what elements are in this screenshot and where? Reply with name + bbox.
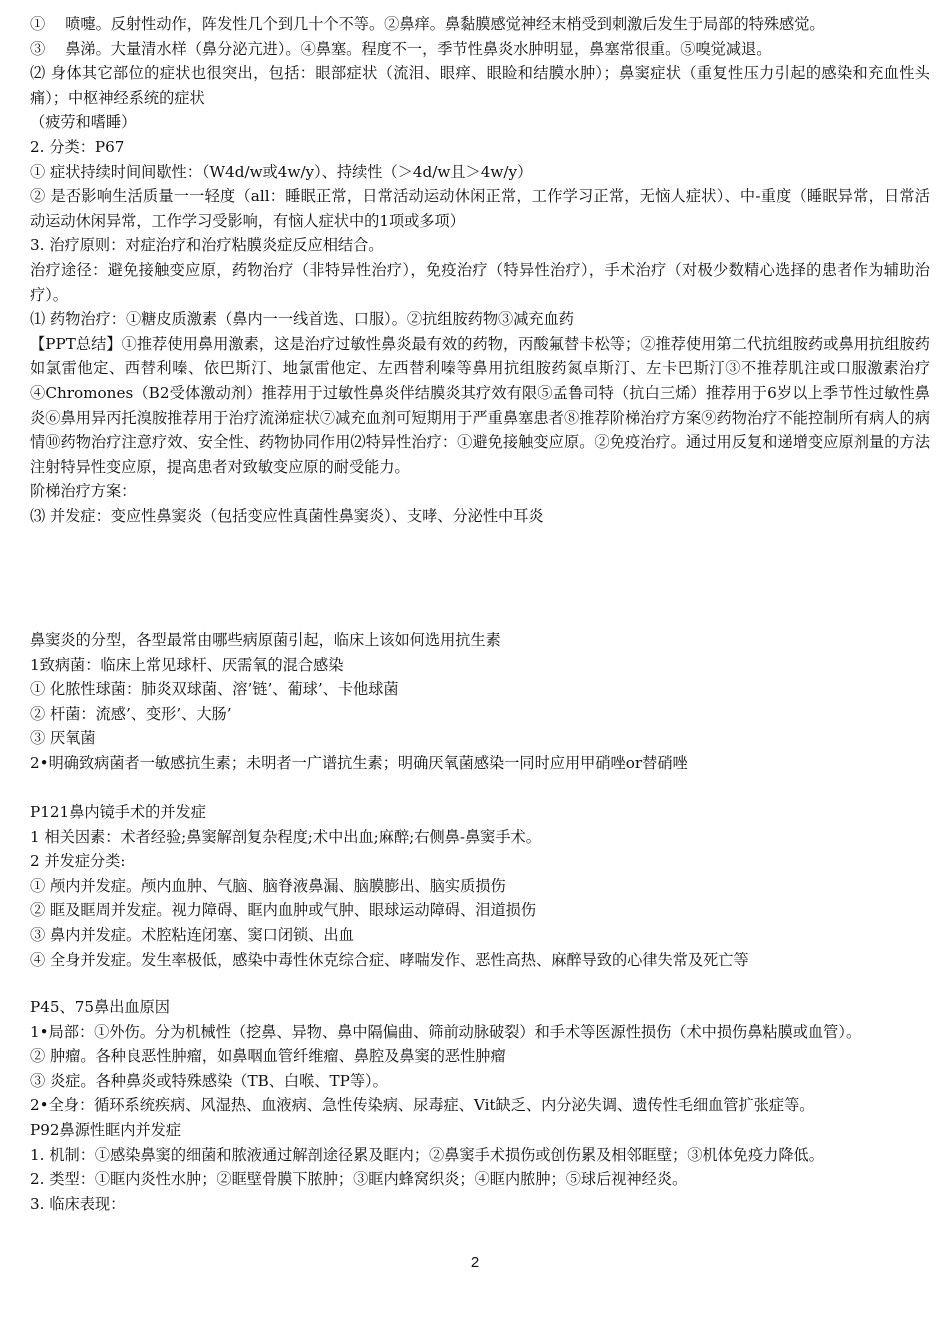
section-heading: P45、75鼻出血原因 — [30, 998, 170, 1016]
epistaxis-section — [30, 995, 930, 1216]
text-line: ① 喷嚏。反射性动作，阵发性几个到几十个不等。②鼻痒。鼻黏膜感觉神经末梢受到刺激后发生于局部的特殊感觉。 — [30, 15, 825, 33]
text-line: ② 眶及眶周并发症。视力障碍、眶内血肿或气肿、眼球运动障碍、泪道损伤 — [30, 901, 537, 920]
allergic-rhinitis-section — [30, 12, 930, 528]
text-line: 1 相关因素：术者经验;鼻窦解剖复杂程度;术中出血;麻醉;右侧鼻-鼻窦手术。 — [30, 827, 541, 846]
text-line: ② 杆菌：流感’、变形’、大肠’ — [30, 704, 232, 723]
text-line: ① 症状持续时间间歇性：（W4d/w或4w/y）、持续性（＞4d/w且＞4w/y） — [30, 162, 533, 181]
text-line: ② 肿瘤。各种良恶性肿瘤，如鼻咽血管纤维瘤、鼻腔及鼻窦的恶性肿瘤 — [30, 1047, 506, 1066]
ppt-summary-paragraph: 【PPT总结】①推荐使用鼻用激素，这是治疗过敏性鼻炎最有效的药物，丙酸氟替卡松等；②推荐使用第二代抗组胺药或鼻用抗组胺药如氯雷他定、西替利嗪、依巴斯汀、地氯雷他定、左西替利嗪等鼻用抗组胺药氮卓斯汀、左卡巴斯汀③不推荐肌注或口服激素治疗④Chromones（B2受体激动剂）推荐用于过敏性鼻炎伴结膜炎其疗效有限⑤孟鲁司特（抗白三烯）推荐用于6岁以上季节性过敏性鼻炎⑥鼻用异丙托溴胺推荐用于治疗流涕症状⑦减充血剂可短期用于严重鼻塞患者⑧推荐阶梯治疗方案⑨药物治疗不能控制所有病人的病情⑩药物治疗注意疗效、安全性、药物协同作用⑵特异性治疗：①避免接触变应原。②免疫治疗。通过用反复和递增变应原剂量的方法注射特异性变应原，提高患者对致敏变应原的耐受能力。 — [30, 334, 930, 476]
text-line: 3. 临床表现： — [30, 1194, 126, 1213]
text-line: ③ 鼻涕。大量清水样（鼻分泌亢进）。④鼻塞。程度不一，季节性鼻炎水肿明显，鼻塞常很重。⑤嗅觉减退。 — [30, 39, 772, 58]
text-paragraph: 治疗途径：避免接触变应原，药物治疗（非特异性治疗），免疫治疗（特异性治疗），手术治疗（对极少数精心选择的患者作为辅助治疗）。 — [30, 260, 930, 304]
text-line: 1. 机制：①感染鼻窦的细菌和脓液通过解剖途径累及眶内；②鼻窦手术损伤或创伤累及相邻眶壁；③机体免疫力降低。 — [30, 1145, 824, 1164]
text-paragraph: ② 是否影响生活质量一一轻度（all：睡眠正常，日常活动运动休闲正常，工作学习正常，无恼人症状）、中-重度（睡眠异常，日常活动运动休闲异常，工作学习受影响，有恼人症状中的1项或多项） — [30, 187, 930, 230]
text-line: ③ 鼻内并发症。术腔粘连闭塞、窦口闭锁、出血 — [30, 925, 354, 944]
sinusitis-section — [30, 628, 930, 776]
text-paragraph: 1•局部：①外伤。分为机械性（挖鼻、异物、鼻中隔偏曲、筛前动脉破裂）和手术等医源性损伤（术中损伤鼻粘膜或血管）。 — [30, 1022, 862, 1041]
text-line: ① 化脓性球菌：肺炎双球菌、溶’链’、葡球’、卡他球菌 — [30, 680, 399, 699]
text-line: 2. 类型：①眶内炎性水肿；②眶壁骨膜下脓肿；③眶内蜂窝织炎；④眶内脓肿；⑤球后视神经炎。 — [30, 1170, 688, 1189]
page-number: 2 — [470, 1254, 480, 1271]
section-heading: 鼻窦炎的分型，各型最常由哪些病原菌引起，临床上该如何选用抗生素 — [30, 631, 501, 649]
text-line: ⑶ 并发症：变应性鼻窦炎（包括变应性真菌性鼻窦炎）、支哮、分泌性中耳炎 — [30, 506, 544, 525]
text-line: ③ 厌氧菌 — [30, 729, 96, 748]
text-line: （疲劳和嗜睡） — [30, 113, 137, 132]
text-line: 2 并发症分类: — [30, 852, 126, 871]
text-line: 2. 分类：P67 — [30, 137, 125, 156]
text-line: 2•全身：循环系统疾病、风湿热、血液病、急性传染病、尿毒症、Vit缺乏、内分泌失调、遗传性毛细血管扩张症等。 — [30, 1096, 815, 1115]
text-line: 阶梯治疗方案： — [30, 482, 137, 501]
section-heading: P121鼻内镜手术的并发症 — [30, 803, 206, 821]
text-line: 3. 治疗原则：对症治疗和治疗粘膜炎症反应相结合。 — [30, 236, 384, 255]
text-line: ③ 炎症。各种鼻炎或特殊感染（TB、白喉、TP等）。 — [30, 1071, 388, 1090]
section-heading: P92鼻源性眶内并发症 — [30, 1120, 182, 1139]
text-line: ⑴ 药物治疗：①糖皮质激素（鼻内一一线首选、口服）。②抗组胺药物③减充血药 — [30, 310, 574, 329]
text-line: 1致病菌：临床上常见球杆、厌需氧的混合感染 — [30, 655, 344, 674]
text-line: ① 颅内并发症。颅内血肿、气脑、脑脊液鼻漏、脑膜膨出、脑实质损伤 — [30, 876, 506, 895]
endoscopic-surgery-section — [30, 800, 930, 972]
text-line: ④ 全身并发症。发生率极低，感染中毒性休克综合症、哮喘发作、恶性高热、麻醉导致的心律失常及死亡等 — [30, 950, 749, 969]
text-paragraph: ⑵ 身体其它部位的症状也很突出，包括：眼部症状（流泪、眼痒、眼睑和结膜水肿）；鼻窦症状（重复性压力引起的感染和充血性头痛）；中枢神经系统的症状 — [30, 64, 930, 107]
text-line: 2•明确致病菌者一敏感抗生素；未明者一广谱抗生素；明确厌氧菌感染一同时应用甲硝唑or替硝唑 — [30, 753, 688, 772]
